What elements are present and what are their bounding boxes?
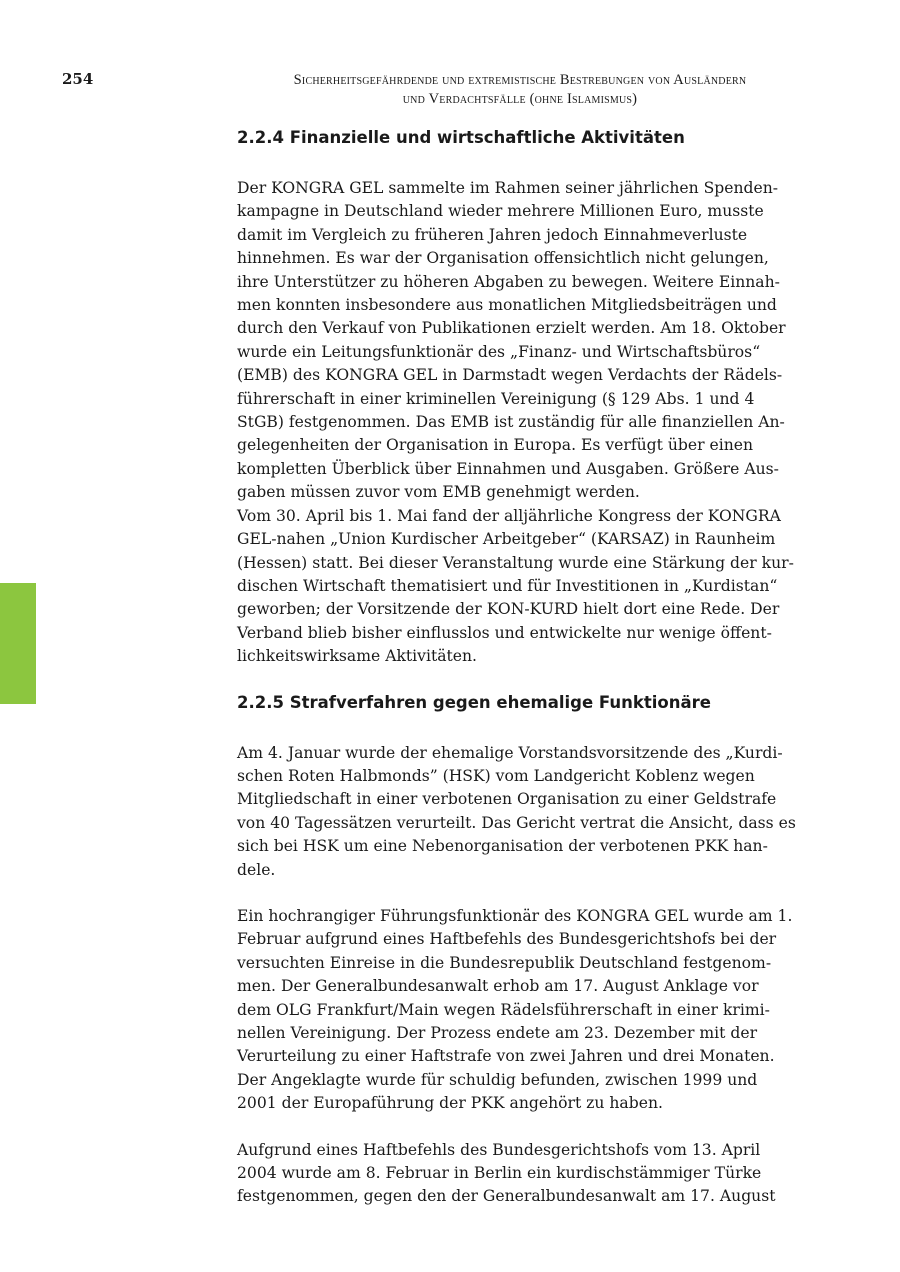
text-line: Ein hochrangiger Führungsfunktionär des KONGRA GEL wurde am 1. [237, 906, 793, 925]
text-line: Verband blieb bisher einflusslos und entwickelte nur wenige öffent- [237, 623, 772, 642]
text-line: gaben müssen zuvor vom EMB genehmigt werden. [237, 483, 640, 502]
running-header [230, 71, 810, 109]
text-line: schen Roten Halbmonds” (HSK) vom Landgericht Koblenz wegen [237, 766, 755, 785]
text-line: Mitgliedschaft in einer verbotenen Organisation zu einer Geldstrafe [237, 790, 777, 809]
text-line: geworben; der Vorsitzende der KON-KURD hielt dort eine Rede. Der [237, 600, 780, 619]
text-line: dischen Wirtschaft thematisiert und für Investitionen in „Kurdistan“ [237, 576, 778, 595]
section-225-paragraph-2 [237, 905, 805, 1116]
text-line: nellen Vereinigung. Der Prozess endete am 23. Dezember mit der [237, 1024, 758, 1042]
text-line: (Hessen) statt. Bei dieser Veranstaltung wurde eine Stärkung der kur- [237, 553, 794, 572]
section-225-paragraph-3 [237, 1139, 805, 1209]
text-line: festgenommen, gegen den der Generalbundesanwalt am 17. August [237, 1187, 776, 1206]
page-content [237, 126, 805, 1209]
text-line: sich bei HSK um eine Nebenorganisation der verbotenen PKK han- [237, 837, 768, 856]
section-225-paragraph-1 [237, 742, 805, 882]
running-header-line-1: Sicherheitsgefährdende und extremistische Bestrebungen von Ausländern [293, 72, 747, 88]
running-header-line-2: und Verdachtsfälle (ohne Islamismus) [402, 91, 638, 107]
text-line: durch den Verkauf von Publikationen erzielt werden. Am 18. Oktober [237, 319, 786, 338]
text-line: kampagne in Deutschland wieder mehrere Millionen Euro, musste [237, 202, 764, 221]
text-line: lichkeitswirksame Aktivitäten. [237, 647, 478, 666]
section-heading-2-2-4: 2.2.4 Finanzielle und wirtschaftliche Aktivitäten [237, 128, 685, 147]
text-line: Verurteilung zu einer Haftstrafe von zwei Jahren und drei Monaten. [237, 1047, 775, 1066]
section-heading-2-2-5: 2.2.5 Strafverfahren gegen ehemalige Funktionäre [237, 692, 711, 712]
text-line: Februar aufgrund eines Haftbefehls des Bundesgerichtshofs bei der [237, 930, 777, 949]
text-line: Am 4. Januar wurde der ehemalige Vorstandsvorsitzende des „Kurdi- [237, 743, 783, 762]
text-line: dele. [237, 860, 276, 879]
text-line: versuchten Einreise in die Bundesrepublik Deutschland festgenom- [237, 953, 772, 972]
text-line: (EMB) des KONGRA GEL in Darmstadt wegen Verdachts der Rädels- [237, 366, 783, 385]
text-line: 2004 wurde am 8. Februar in Berlin ein kurdischstämmiger Türke [237, 1164, 762, 1183]
text-line: 2001 der Europaführung der PKK angehört zu haben. [237, 1094, 663, 1113]
text-line: ihre Unterstützer zu höheren Abgaben zu bewegen. Weitere Einnah- [237, 272, 780, 291]
section-224-paragraph-2 [237, 505, 805, 669]
text-line: gelegenheiten der Organisation in Europa. Es verfügt über einen [237, 436, 754, 455]
text-line: hinnehmen. Es war der Organisation offensichtlich nicht gelungen, [237, 249, 769, 268]
page-number: 254 [62, 70, 94, 88]
text-line: Aufgrund eines Haftbefehls des Bundesgerichtshofs vom 13. April [237, 1140, 761, 1159]
text-line: StGB) festgenommen. Das EMB ist zuständig für alle finanziellen An- [237, 413, 785, 432]
text-line: dem OLG Frankfurt/Main wegen Rädelsführerschaft in einer krimi- [237, 1000, 770, 1019]
text-line: führerschaft in einer kriminellen Vereinigung (§ 129 Abs. 1 und 4 [237, 389, 755, 408]
text-line: GEL-nahen „Union Kurdischer Arbeitgeber“ (KARSAZ) in Raunheim [237, 530, 776, 549]
text-line: Der Angeklagte wurde für schuldig befunden, zwischen 1999 und [237, 1070, 758, 1089]
text-line: wurde ein Leitungsfunktionär des „Finanz- und Wirtschaftsbüros“ [237, 342, 761, 361]
text-line: kompletten Überblick über Einnahmen und Ausgaben. Größere Aus- [237, 459, 779, 478]
text-line: men konnten insbesondere aus monatlichen Mitgliedsbeiträgen und [237, 296, 777, 315]
text-line: Vom 30. April bis 1. Mai fand der alljährliche Kongress der KONGRA [237, 506, 781, 525]
chapter-color-tab [0, 583, 36, 704]
text-line: men. Der Generalbundesanwalt erhob am 17. August Anklage vor [237, 977, 759, 996]
text-line: Der KONGRA GEL sammelte im Rahmen seiner jährlichen Spenden- [237, 179, 779, 197]
section-224-paragraph-1 [237, 177, 805, 505]
text-line: von 40 Tagessätzen verurteilt. Das Gericht vertrat die Ansicht, dass es [237, 813, 796, 832]
text-line: damit im Vergleich zu früheren Jahren jedoch Einnahmeverluste [237, 225, 748, 244]
